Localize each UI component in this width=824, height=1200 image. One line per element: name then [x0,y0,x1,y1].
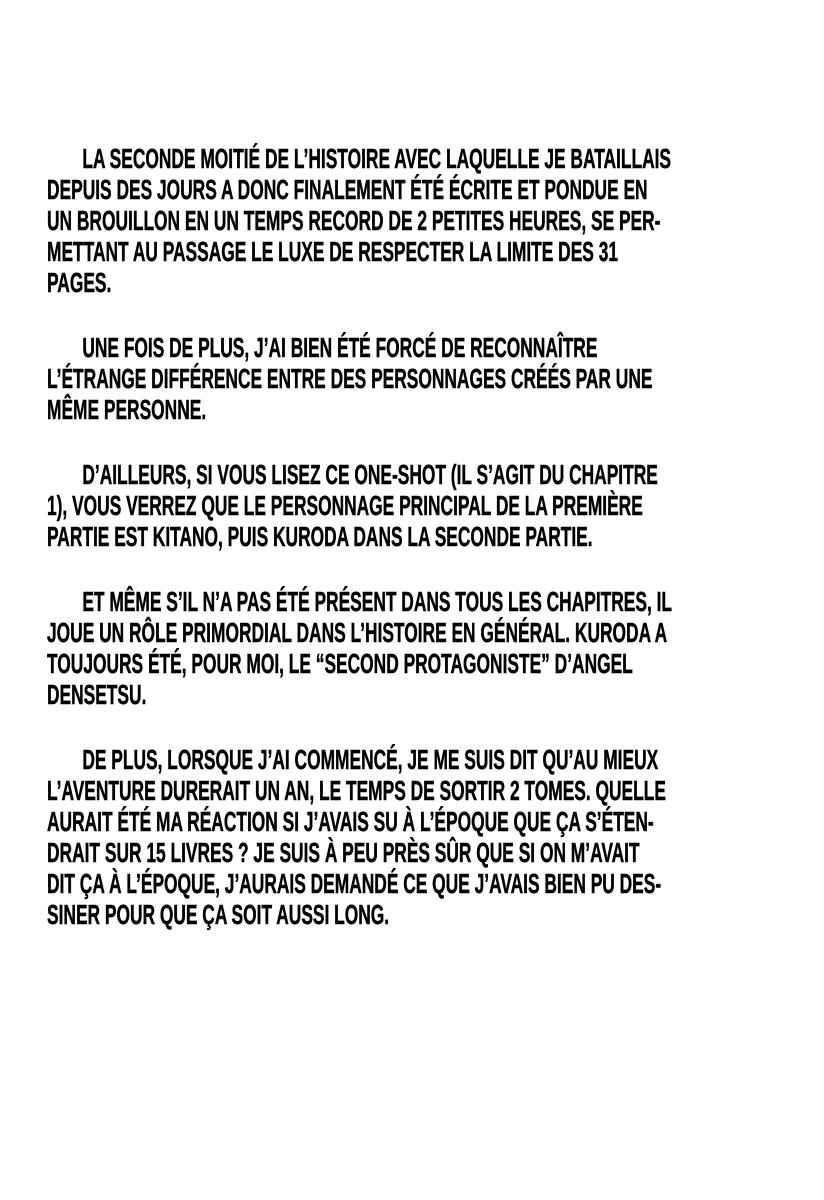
text-line: DRAIT SUR 15 LIVRES ? JE SUIS À PEU PRÈS SÛR QUE SI ON M’AVAIT [47,837,640,868]
text-line: DENSETSU. [47,679,147,710]
text-line: LA SECONDE MOITIÉ DE L’HISTOIRE AVEC LAQUELLE JE BATAILLAIS [82,143,672,174]
afterword-text-block [47,143,763,964]
text-line: TOUJOURS ÉTÉ, POUR MOI, LE “SECOND PROTAGONISTE” D’ANGEL [47,648,633,679]
text-line: ET MÊME S’IL N’A PAS ÉTÉ PRÉSENT DANS TOUS LES CHAPITRES, IL [82,586,673,617]
paragraph-2 [47,332,763,425]
paragraph-4 [47,586,763,710]
text-line: PAGES. [47,267,112,298]
paragraph-1 [47,143,763,298]
text-line: DE PLUS, LORSQUE J’AI COMMENCÉ, JE ME SUIS DIT QU’AU MIEUX [82,744,659,775]
text-line: UNE FOIS DE PLUS, J’AI BIEN ÉTÉ FORCÉ DE RECONNAÎTRE [82,332,598,363]
text-line: METTANT AU PASSAGE LE LUXE DE RESPECTER LA LIMITE DES 31 [47,236,619,267]
text-line: 1), VOUS VERREZ QUE LE PERSONNAGE PRINCIPAL DE LA PREMIÈRE [47,490,643,521]
text-line: MÊME PERSONNE. [47,394,207,425]
text-line: DIT ÇA À L’ÉPOQUE, J’AURAIS DEMANDÉ CE QUE J’AVAIS BIEN PU DES- [47,868,662,899]
text-line: UN BROUILLON EN UN TEMPS RECORD DE 2 PETITES HEURES, SE PER- [47,205,661,236]
paragraph-5 [47,744,763,930]
text-line: DEPUIS DES JOURS A DONC FINALEMENT ÉTÉ ÉCRITE ET PONDUE EN [47,174,648,205]
text-line: JOUE UN RÔLE PRIMORDIAL DANS L’HISTOIRE EN GÉNÉRAL. KURODA A [47,617,668,648]
text-line: L’AVENTURE DURERAIT UN AN, LE TEMPS DE SORTIR 2 TOMES. QUELLE [47,775,666,806]
text-line: AURAIT ÉTÉ MA RÉACTION SI J’AVAIS SU À L’ÉPOQUE QUE ÇA S’ÉTEN- [47,806,654,837]
paragraph-3 [47,459,763,552]
text-line: PARTIE EST KITANO, PUIS KURODA DANS LA SECONDE PARTIE. [47,521,593,552]
text-line: L’ÉTRANGE DIFFÉRENCE ENTRE DES PERSONNAGES CRÉÉS PAR UNE [47,363,653,394]
text-line: SINER POUR QUE ÇA SOIT AUSSI LONG. [47,899,390,930]
text-line: D’AILLEURS, SI VOUS LISEZ CE ONE-SHOT (IL S’AGIT DU CHAPITRE [82,459,658,490]
